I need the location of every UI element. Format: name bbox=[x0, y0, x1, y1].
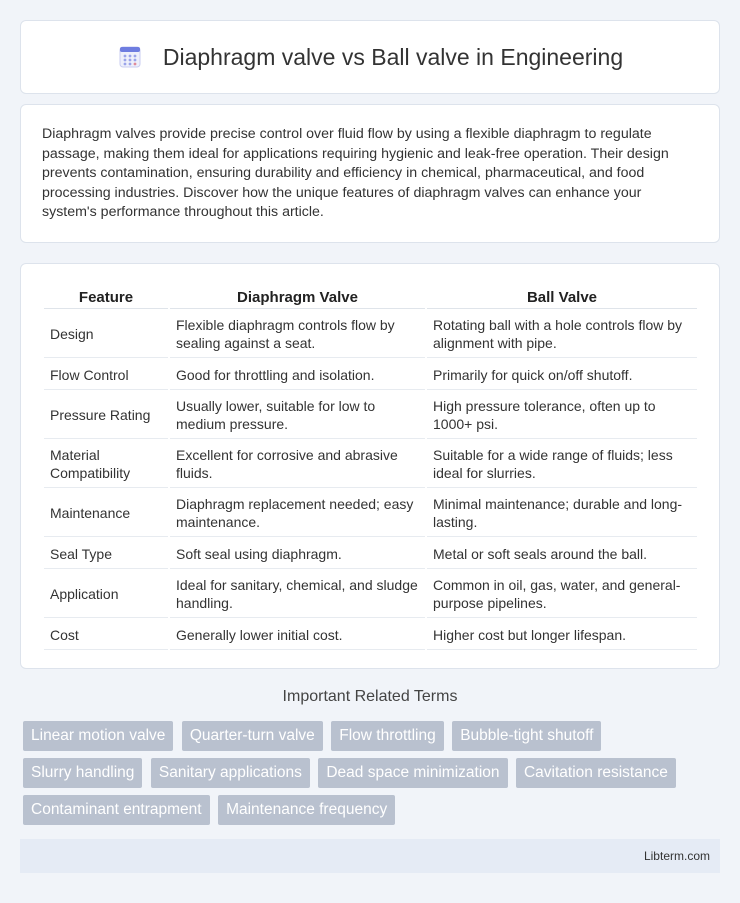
diaphragm-cell: Usually lower, suitable for low to medium pressure. bbox=[170, 392, 425, 439]
diaphragm-cell: Generally lower initial cost. bbox=[170, 620, 425, 650]
table-row bbox=[44, 392, 697, 439]
calendar-grid-icon bbox=[117, 44, 143, 70]
header-card bbox=[20, 20, 720, 94]
table-row bbox=[44, 620, 697, 650]
table-row bbox=[44, 311, 697, 358]
table-row bbox=[44, 490, 697, 537]
diaphragm-cell: Good for throttling and isolation. bbox=[170, 360, 425, 390]
table-row bbox=[44, 360, 697, 390]
feature-cell: Cost bbox=[44, 620, 168, 650]
related-terms-title: Important Related Terms bbox=[282, 688, 458, 705]
ball-cell: Primarily for quick on/off shutoff. bbox=[427, 360, 697, 390]
footer-bar bbox=[20, 839, 720, 873]
header-ball-valve: Ball Valve bbox=[427, 287, 697, 309]
term-chip[interactable]: Contaminant entrapment bbox=[23, 795, 210, 825]
ball-cell: Higher cost but longer lifespan. bbox=[427, 620, 697, 650]
diaphragm-cell: Soft seal using diaphragm. bbox=[170, 539, 425, 569]
diaphragm-cell: Ideal for sanitary, chemical, and sludge handling. bbox=[170, 571, 425, 618]
ball-cell: Rotating ball with a hole controls flow by alignment with pipe. bbox=[427, 311, 697, 358]
table-row bbox=[44, 539, 697, 569]
feature-cell: Material Compatibility bbox=[44, 441, 168, 488]
title-wrap bbox=[117, 44, 623, 71]
term-chip[interactable]: Maintenance frequency bbox=[218, 795, 395, 825]
ball-cell: Suitable for a wide range of fluids; less ideal for slurries. bbox=[427, 441, 697, 488]
feature-cell: Pressure Rating bbox=[44, 392, 168, 439]
term-chip[interactable]: Linear motion valve bbox=[23, 721, 173, 751]
ball-cell: Common in oil, gas, water, and general-purpose pipelines. bbox=[427, 571, 697, 618]
term-chip[interactable]: Cavitation resistance bbox=[516, 758, 676, 788]
term-chip[interactable]: Sanitary applications bbox=[151, 758, 310, 788]
feature-cell: Flow Control bbox=[44, 360, 168, 390]
table-row bbox=[44, 571, 697, 618]
related-terms-list bbox=[23, 721, 713, 832]
header-feature: Feature bbox=[44, 287, 168, 309]
comparison-table-card bbox=[20, 263, 720, 669]
header-diaphragm-valve: Diaphragm Valve bbox=[170, 287, 425, 309]
term-chip[interactable]: Slurry handling bbox=[23, 758, 142, 788]
intro-paragraph: Diaphragm valves provide precise control over fluid flow by using a flexible diaphragm to regulate passage, making them ideal for applications requiring hygienic and leak-free operation. Their design prevents contamination, ensuring durability and efficiency in chemical, pharmaceutical, and food processing industries. Discover how the unique features of diaphragm valves can enhance your system's performance throughout this article. bbox=[42, 126, 669, 221]
term-chip[interactable]: Quarter-turn valve bbox=[182, 721, 323, 751]
diaphragm-cell: Flexible diaphragm controls flow by sealing against a seat. bbox=[170, 311, 425, 358]
intro-card bbox=[20, 104, 720, 243]
term-chip[interactable]: Flow throttling bbox=[331, 721, 443, 751]
ball-cell: High pressure tolerance, often up to 1000+ psi. bbox=[427, 392, 697, 439]
footer-site-link[interactable]: Libterm.com bbox=[643, 849, 710, 863]
comparison-table bbox=[42, 285, 699, 652]
diaphragm-cell: Excellent for corrosive and abrasive fluids. bbox=[170, 441, 425, 488]
term-chip[interactable]: Dead space minimization bbox=[318, 758, 507, 788]
ball-cell: Metal or soft seals around the ball. bbox=[427, 539, 697, 569]
diaphragm-cell: Diaphragm replacement needed; easy maintenance. bbox=[170, 490, 425, 537]
feature-cell: Seal Type bbox=[44, 539, 168, 569]
table-row bbox=[44, 441, 697, 488]
feature-cell: Application bbox=[44, 571, 168, 618]
ball-cell: Minimal maintenance; durable and long-lasting. bbox=[427, 490, 697, 537]
table-header-row bbox=[44, 287, 697, 309]
term-chip[interactable]: Bubble-tight shutoff bbox=[452, 721, 601, 751]
page-title: Diaphragm valve vs Ball valve in Engineering bbox=[162, 43, 624, 70]
feature-cell: Maintenance bbox=[44, 490, 168, 537]
feature-cell: Design bbox=[44, 311, 168, 358]
